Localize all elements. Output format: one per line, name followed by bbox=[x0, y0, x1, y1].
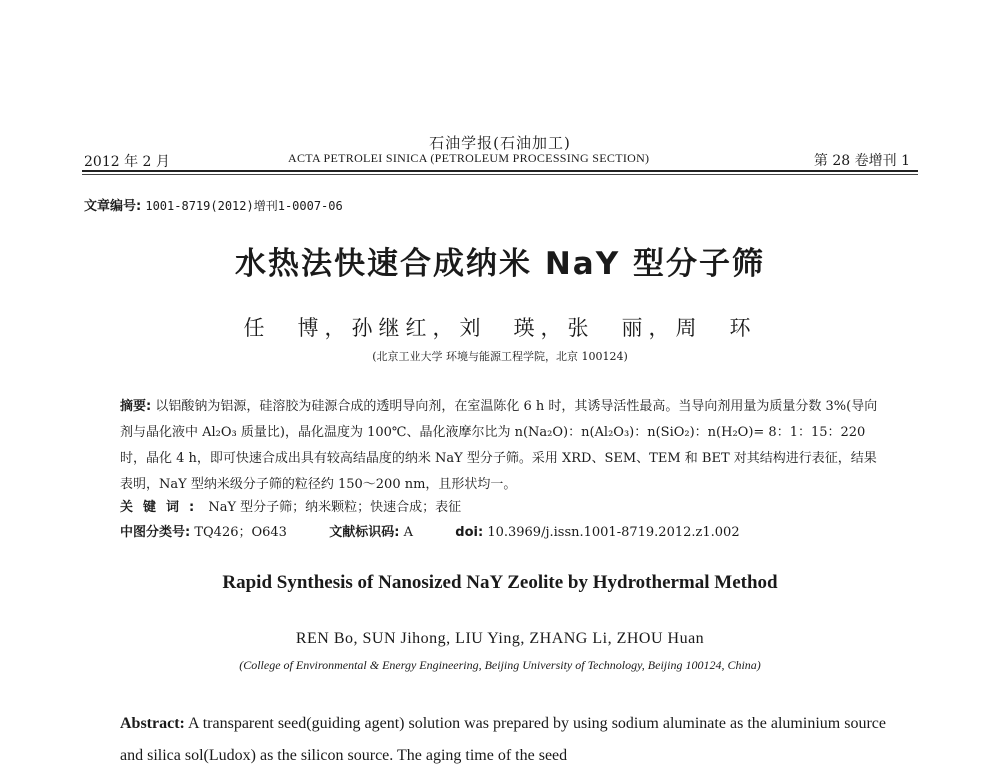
article-number-value: 1001-8719(2012)增刊1-0007-06 bbox=[145, 199, 343, 213]
header-rule-thick bbox=[82, 170, 918, 172]
abstract-cn-label: 摘要: bbox=[120, 399, 152, 414]
abstract-cn bbox=[120, 394, 886, 498]
abstract-cn-text: 以铝酸钠为铝源，硅溶胶为硅源合成的透明导向剂，在室温陈化 6 h 时，其诱导活性最高。当导向剂用量为质量分数 3%(导向剂与晶化液中 Al₂O₃ 质量比)，晶化温度为 100℃、晶化液摩尔比为 n(Na₂O)：n(Al₂O₃)：n(SiO₂)：n(H₂O)= 8：1：15：220 时，晶化 4 h，即可快速合成出具有较高结晶度的纳米 NaY 型分子筛。采用 XRD、SEM、TEM 和 BET 对其结构进行表征，结果表明，NaY 型纳米级分子筛的粒径约 150～200 nm，且形状均一。 bbox=[120, 399, 878, 492]
keywords-cn-text: NaY 型分子筛；纳米颗粒；快速合成；表征 bbox=[208, 500, 462, 515]
volume-info: 第 28 卷增刊 1 bbox=[813, 153, 910, 169]
clc-label: 中图分类号: bbox=[120, 525, 191, 540]
article-number bbox=[84, 195, 343, 214]
keywords-cn-label: 关键词: bbox=[120, 500, 205, 515]
keywords-cn bbox=[120, 496, 886, 515]
clc-value: TQ426；O643 bbox=[194, 525, 287, 540]
title-cn: 水热法快速合成纳米 NaY 型分子筛 bbox=[235, 246, 765, 282]
abstract-en-label: Abstract: bbox=[120, 715, 185, 732]
header-rule-thin bbox=[82, 174, 918, 175]
affiliation-cn: (北京工业大学 环境与能源工程学院，北京 100124) bbox=[372, 350, 628, 363]
authors-en: REN Bo, SUN Jihong, LIU Ying, ZHANG Li, ZHOU Huan bbox=[295, 630, 705, 647]
journal-name-en: ACTA PETROLEI SINICA (PETROLEUM PROCESSING SECTION) bbox=[288, 151, 650, 165]
abstract-en bbox=[120, 708, 886, 772]
doc-code-label: 文献标识码: bbox=[329, 525, 400, 540]
article-number-label: 文章编号: bbox=[84, 199, 142, 214]
title-en: Rapid Synthesis of Nanosized NaY Zeolite by Hydrothermal Method bbox=[222, 572, 778, 593]
authors-cn: 任 博，孙继红，刘 瑛，张 丽，周 环 bbox=[243, 316, 757, 340]
issue-date: 2012 年 2 月 bbox=[84, 154, 170, 170]
classification-line bbox=[120, 521, 886, 540]
doi-label: doi: bbox=[455, 525, 484, 540]
journal-name-cn: 石油学报(石油加工) bbox=[429, 134, 571, 152]
doc-code-value: A bbox=[403, 525, 413, 540]
abstract-en-text: A transparent seed(guiding agent) solution was prepared by using sodium aluminate as the aluminium source and silica sol(Ludox) as the silicon source. The aging time of the seed bbox=[120, 715, 886, 764]
doi-value: 10.3969/j.issn.1001-8719.2012.z1.002 bbox=[487, 525, 740, 540]
affiliation-en: (College of Environmental & Energy Engineering, Beijing University of Technology, Beijing 100124, China) bbox=[239, 658, 761, 672]
